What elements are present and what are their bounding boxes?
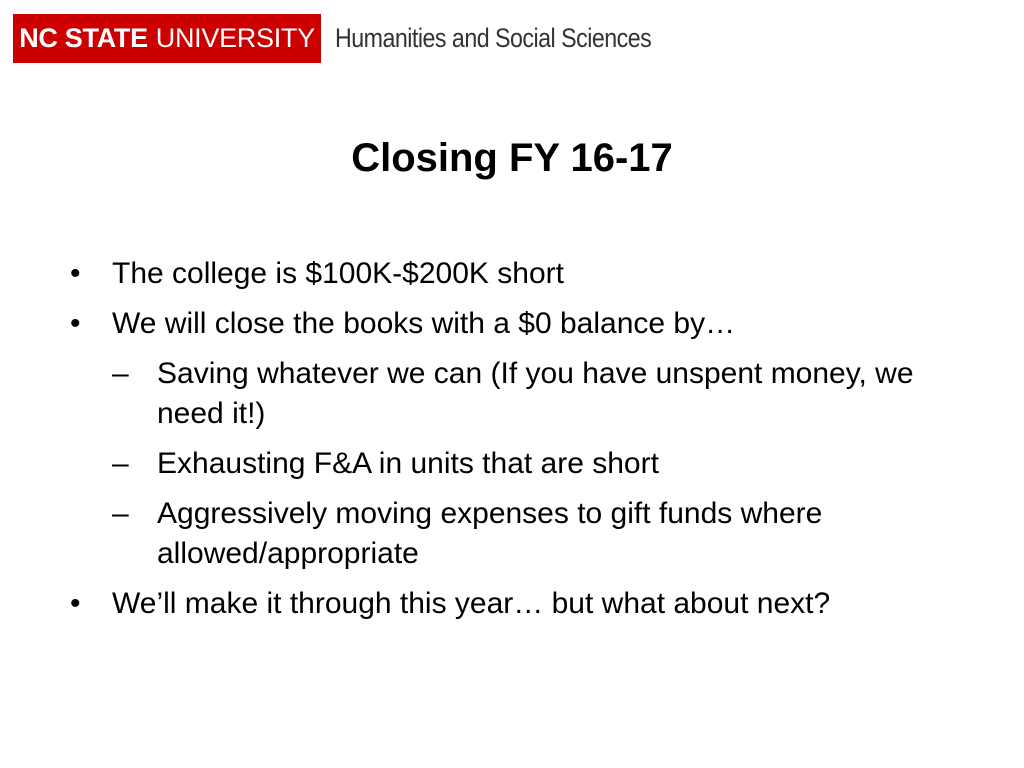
sub-bullet-text: Saving whatever we can (If you have unspent money, we need it!) bbox=[157, 357, 914, 430]
bullet-list-continued bbox=[68, 584, 988, 624]
bullet-marker: • bbox=[70, 587, 81, 620]
bullet-marker: • bbox=[70, 307, 81, 340]
bullet-list bbox=[68, 254, 988, 344]
header bbox=[13, 14, 703, 63]
bullet-item bbox=[68, 254, 988, 294]
bullet-text: We will close the books with a $0 balance by… bbox=[112, 307, 736, 340]
sub-bullet-item bbox=[112, 354, 988, 434]
sub-bullet-item bbox=[112, 444, 988, 484]
sub-bullet-marker: – bbox=[112, 357, 129, 390]
slide-body bbox=[68, 254, 988, 624]
brand-name-bold: NC STATE bbox=[19, 23, 148, 53]
slide-title: Closing FY 16-17 bbox=[351, 136, 673, 180]
nc-state-logo bbox=[13, 14, 321, 63]
sub-bullet-item bbox=[112, 494, 988, 574]
bullet-text: We’ll make it through this year… but what about next? bbox=[112, 587, 831, 620]
college-name: Humanities and Social Sciences bbox=[335, 23, 652, 53]
sub-bullet-text: Exhausting F&A in units that are short bbox=[157, 447, 659, 480]
bullet-text: The college is $100K-$200K short bbox=[112, 257, 564, 290]
bullet-item bbox=[68, 584, 988, 624]
sub-bullet-text: Aggressively moving expenses to gift funds where allowed/appropriate bbox=[157, 497, 823, 570]
bullet-item bbox=[68, 304, 988, 344]
bullet-marker: • bbox=[70, 257, 81, 290]
sub-bullet-marker: – bbox=[112, 447, 129, 480]
brand-name-light: UNIVERSITY bbox=[155, 23, 315, 53]
sub-bullet-marker: – bbox=[112, 497, 129, 530]
sub-bullet-list bbox=[68, 354, 988, 574]
